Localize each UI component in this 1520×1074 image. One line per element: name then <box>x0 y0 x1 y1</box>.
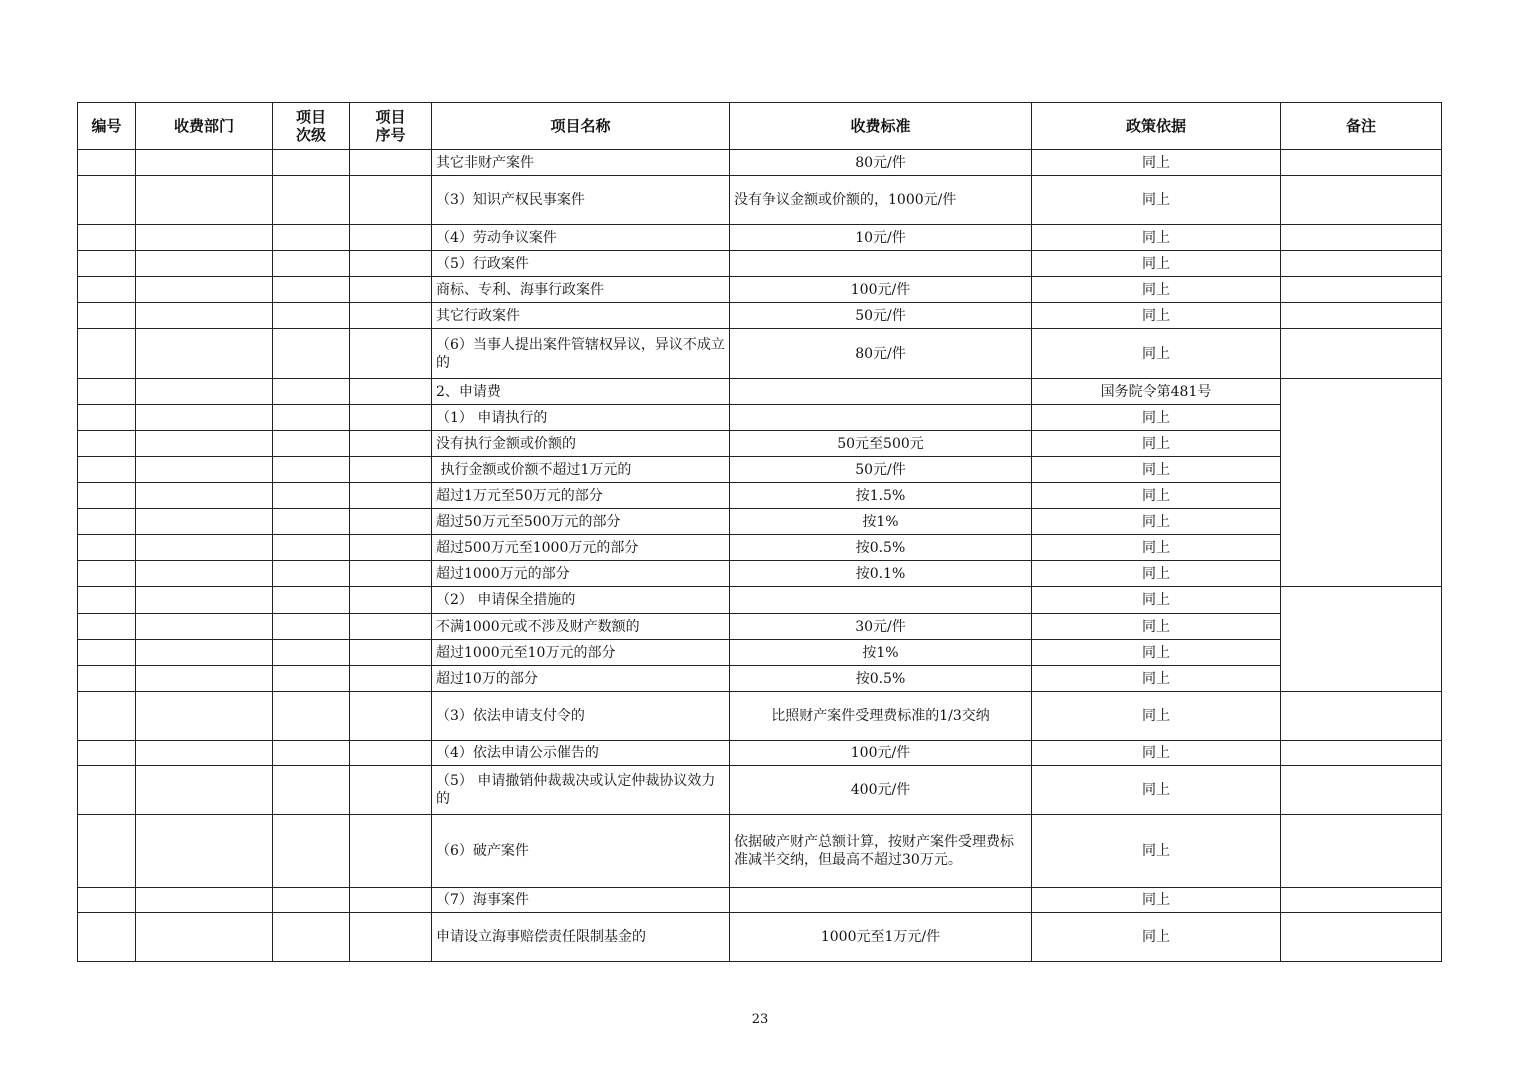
cell-item-name: （1） 申请执行的 <box>432 405 730 431</box>
cell-fee: 没有争议金额或价额的，1000元/件 <box>730 176 1032 225</box>
cell-id <box>78 176 136 225</box>
cell-basis: 同上 <box>1032 741 1281 766</box>
table-row <box>78 561 1442 587</box>
cell-remarks <box>1281 888 1442 913</box>
table-row <box>78 815 1442 888</box>
header-id: 编号 <box>78 103 136 150</box>
cell-fee: 按1% <box>730 509 1032 535</box>
cell-fee: 50元/件 <box>730 303 1032 329</box>
cell-fee <box>730 405 1032 431</box>
header-seq <box>350 103 432 150</box>
cell-seq <box>350 815 432 888</box>
cell-department <box>136 405 273 431</box>
cell-basis: 同上 <box>1032 614 1281 640</box>
cell-basis: 同上 <box>1032 913 1281 962</box>
cell-seq <box>350 741 432 766</box>
cell-basis: 同上 <box>1032 535 1281 561</box>
cell-seq <box>350 329 432 379</box>
header-row <box>78 103 1442 150</box>
cell-department <box>136 150 273 176</box>
cell-seq <box>350 405 432 431</box>
cell-id <box>78 405 136 431</box>
cell-id <box>78 329 136 379</box>
cell-fee <box>730 888 1032 913</box>
cell-basis: 同上 <box>1032 251 1281 277</box>
table-row <box>78 509 1442 535</box>
cell-fee: 100元/件 <box>730 277 1032 303</box>
cell-fee: 按0.1% <box>730 561 1032 587</box>
cell-remarks-merged <box>1281 379 1442 587</box>
cell-id <box>78 251 136 277</box>
cell-item-name: （4）劳动争议案件 <box>432 225 730 251</box>
cell-item-name: （6）当事人提出案件管辖权异议，异议不成立的 <box>432 329 730 379</box>
table-row <box>78 587 1442 614</box>
cell-level <box>273 225 350 251</box>
header-level-line2: 次级 <box>295 126 326 144</box>
cell-department <box>136 329 273 379</box>
cell-level <box>273 614 350 640</box>
cell-department <box>136 888 273 913</box>
cell-id <box>78 561 136 587</box>
cell-remarks <box>1281 692 1442 741</box>
cell-department <box>136 457 273 483</box>
cell-id <box>78 303 136 329</box>
cell-seq <box>350 277 432 303</box>
cell-item-name: 超过500万元至1000万元的部分 <box>432 535 730 561</box>
cell-fee <box>730 251 1032 277</box>
cell-basis: 国务院令第481号 <box>1032 379 1281 405</box>
cell-level <box>273 176 350 225</box>
cell-seq <box>350 431 432 457</box>
cell-id <box>78 277 136 303</box>
cell-id <box>78 509 136 535</box>
table-row <box>78 888 1442 913</box>
cell-item-name: 没有执行金额或价额的 <box>432 431 730 457</box>
cell-basis: 同上 <box>1032 329 1281 379</box>
header-policy-basis: 政策依据 <box>1032 103 1281 150</box>
header-level-line1: 项目 <box>295 108 326 126</box>
cell-item-name: （5） 申请撤销仲裁裁决或认定仲裁协议效力的 <box>432 766 730 815</box>
cell-seq <box>350 587 432 614</box>
cell-remarks <box>1281 176 1442 225</box>
cell-item-name: 超过10万的部分 <box>432 666 730 692</box>
cell-fee: 80元/件 <box>730 329 1032 379</box>
cell-id <box>78 535 136 561</box>
cell-level <box>273 405 350 431</box>
cell-level <box>273 692 350 741</box>
header-seq-line1: 项目 <box>375 108 406 126</box>
table-row <box>78 405 1442 431</box>
page-number: 23 <box>751 1012 769 1027</box>
table-row <box>78 741 1442 766</box>
cell-item-name: （3）依法申请支付令的 <box>432 692 730 741</box>
cell-department <box>136 614 273 640</box>
cell-seq <box>350 150 432 176</box>
cell-id <box>78 640 136 666</box>
cell-fee: 10元/件 <box>730 225 1032 251</box>
cell-item-name: （4）依法申请公示催告的 <box>432 741 730 766</box>
cell-level <box>273 457 350 483</box>
cell-level <box>273 535 350 561</box>
cell-item-name: （3）知识产权民事案件 <box>432 176 730 225</box>
table-row <box>78 150 1442 176</box>
table-row <box>78 431 1442 457</box>
table-row <box>78 766 1442 815</box>
cell-item-name: 超过1万元至50万元的部分 <box>432 483 730 509</box>
cell-level <box>273 766 350 815</box>
cell-id <box>78 766 136 815</box>
cell-department <box>136 692 273 741</box>
cell-remarks-merged <box>1281 587 1442 692</box>
cell-basis: 同上 <box>1032 431 1281 457</box>
cell-basis: 同上 <box>1032 225 1281 251</box>
cell-seq <box>350 614 432 640</box>
cell-item-name: （7）海事案件 <box>432 888 730 913</box>
cell-basis: 同上 <box>1032 888 1281 913</box>
cell-seq <box>350 303 432 329</box>
cell-fee: 依据破产财产总额计算，按财产案件受理费标准减半交纳，但最高不超过30万元。 <box>730 815 1032 888</box>
table-row <box>78 913 1442 962</box>
cell-seq <box>350 666 432 692</box>
cell-fee: 1000元至1万元/件 <box>730 913 1032 962</box>
cell-fee: 80元/件 <box>730 150 1032 176</box>
cell-remarks <box>1281 329 1442 379</box>
cell-basis: 同上 <box>1032 815 1281 888</box>
cell-fee: 按1% <box>730 640 1032 666</box>
cell-remarks <box>1281 277 1442 303</box>
cell-level <box>273 431 350 457</box>
cell-seq <box>350 176 432 225</box>
cell-id <box>78 913 136 962</box>
table-row <box>78 176 1442 225</box>
cell-department <box>136 303 273 329</box>
cell-department <box>136 815 273 888</box>
cell-basis: 同上 <box>1032 176 1281 225</box>
cell-fee: 按1.5% <box>730 483 1032 509</box>
cell-basis: 同上 <box>1032 640 1281 666</box>
cell-remarks <box>1281 303 1442 329</box>
cell-level <box>273 640 350 666</box>
cell-department <box>136 176 273 225</box>
cell-level <box>273 150 350 176</box>
table-row <box>78 692 1442 741</box>
header-fee-standard: 收费标准 <box>730 103 1032 150</box>
table-row <box>78 535 1442 561</box>
cell-seq <box>350 225 432 251</box>
cell-department <box>136 913 273 962</box>
table-row <box>78 666 1442 692</box>
table-row <box>78 483 1442 509</box>
cell-fee: 400元/件 <box>730 766 1032 815</box>
table-row <box>78 225 1442 251</box>
cell-department <box>136 277 273 303</box>
cell-department <box>136 561 273 587</box>
cell-item-name: 执行金额或价额不超过1万元的 <box>432 457 730 483</box>
cell-level <box>273 379 350 405</box>
cell-seq <box>350 509 432 535</box>
cell-basis: 同上 <box>1032 150 1281 176</box>
table-row <box>78 379 1442 405</box>
cell-level <box>273 815 350 888</box>
table-row <box>78 277 1442 303</box>
cell-item-name: （6）破产案件 <box>432 815 730 888</box>
cell-seq <box>350 251 432 277</box>
cell-fee: 30元/件 <box>730 614 1032 640</box>
cell-id <box>78 379 136 405</box>
cell-id <box>78 815 136 888</box>
cell-department <box>136 666 273 692</box>
cell-fee: 按0.5% <box>730 535 1032 561</box>
cell-id <box>78 741 136 766</box>
cell-remarks <box>1281 225 1442 251</box>
cell-basis: 同上 <box>1032 561 1281 587</box>
cell-id <box>78 457 136 483</box>
cell-seq <box>350 379 432 405</box>
cell-fee: 按0.5% <box>730 666 1032 692</box>
table-row <box>78 457 1442 483</box>
cell-id <box>78 666 136 692</box>
table-row <box>78 251 1442 277</box>
cell-seq <box>350 913 432 962</box>
cell-item-name: 超过1000元至10万元的部分 <box>432 640 730 666</box>
cell-level <box>273 888 350 913</box>
cell-seq <box>350 535 432 561</box>
cell-level <box>273 251 350 277</box>
table-row <box>78 329 1442 379</box>
cell-remarks <box>1281 741 1442 766</box>
cell-id <box>78 587 136 614</box>
cell-item-name: 2、申请费 <box>432 379 730 405</box>
cell-fee <box>730 379 1032 405</box>
cell-remarks <box>1281 815 1442 888</box>
cell-basis: 同上 <box>1032 405 1281 431</box>
cell-item-name: 其它行政案件 <box>432 303 730 329</box>
cell-seq <box>350 561 432 587</box>
cell-department <box>136 741 273 766</box>
cell-department <box>136 509 273 535</box>
cell-fee: 比照财产案件受理费标准的1/3交纳 <box>730 692 1032 741</box>
cell-level <box>273 666 350 692</box>
cell-seq <box>350 766 432 815</box>
header-level <box>273 103 350 150</box>
cell-basis: 同上 <box>1032 587 1281 614</box>
cell-level <box>273 561 350 587</box>
cell-id <box>78 431 136 457</box>
table-row <box>78 614 1442 640</box>
cell-id <box>78 614 136 640</box>
cell-basis: 同上 <box>1032 277 1281 303</box>
cell-item-name: 超过1000万元的部分 <box>432 561 730 587</box>
cell-seq <box>350 457 432 483</box>
table-row <box>78 640 1442 666</box>
cell-department <box>136 251 273 277</box>
cell-department <box>136 483 273 509</box>
cell-basis: 同上 <box>1032 509 1281 535</box>
cell-remarks <box>1281 913 1442 962</box>
cell-seq <box>350 483 432 509</box>
cell-basis: 同上 <box>1032 692 1281 741</box>
cell-item-name: 不满1000元或不涉及财产数额的 <box>432 614 730 640</box>
cell-level <box>273 483 350 509</box>
cell-fee: 50元/件 <box>730 457 1032 483</box>
cell-id <box>78 483 136 509</box>
fee-table <box>77 102 1442 962</box>
header-department: 收费部门 <box>136 103 273 150</box>
header-remarks: 备注 <box>1281 103 1442 150</box>
cell-level <box>273 277 350 303</box>
cell-remarks <box>1281 251 1442 277</box>
cell-level <box>273 303 350 329</box>
cell-fee <box>730 587 1032 614</box>
cell-fee: 50元至500元 <box>730 431 1032 457</box>
cell-department <box>136 587 273 614</box>
cell-department <box>136 640 273 666</box>
cell-level <box>273 509 350 535</box>
cell-item-name: （2） 申请保全措施的 <box>432 587 730 614</box>
cell-department <box>136 379 273 405</box>
table-row <box>78 303 1442 329</box>
cell-basis: 同上 <box>1032 483 1281 509</box>
cell-id <box>78 888 136 913</box>
cell-item-name: （5）行政案件 <box>432 251 730 277</box>
cell-seq <box>350 888 432 913</box>
cell-basis: 同上 <box>1032 766 1281 815</box>
cell-id <box>78 225 136 251</box>
cell-basis: 同上 <box>1032 457 1281 483</box>
cell-department <box>136 766 273 815</box>
header-seq-line2: 序号 <box>375 126 406 144</box>
cell-fee: 100元/件 <box>730 741 1032 766</box>
cell-id <box>78 692 136 741</box>
header-item-name: 项目名称 <box>432 103 730 150</box>
cell-basis: 同上 <box>1032 303 1281 329</box>
cell-item-name: 超过50万元至500万元的部分 <box>432 509 730 535</box>
cell-remarks <box>1281 150 1442 176</box>
cell-department <box>136 535 273 561</box>
cell-item-name: 申请设立海事赔偿责任限制基金的 <box>432 913 730 962</box>
cell-level <box>273 587 350 614</box>
cell-seq <box>350 640 432 666</box>
cell-department <box>136 431 273 457</box>
cell-remarks <box>1281 766 1442 815</box>
cell-level <box>273 741 350 766</box>
cell-item-name: 其它非财产案件 <box>432 150 730 176</box>
cell-item-name: 商标、专利、海事行政案件 <box>432 277 730 303</box>
cell-basis: 同上 <box>1032 666 1281 692</box>
cell-level <box>273 913 350 962</box>
cell-department <box>136 225 273 251</box>
cell-level <box>273 329 350 379</box>
cell-seq <box>350 692 432 741</box>
cell-id <box>78 150 136 176</box>
